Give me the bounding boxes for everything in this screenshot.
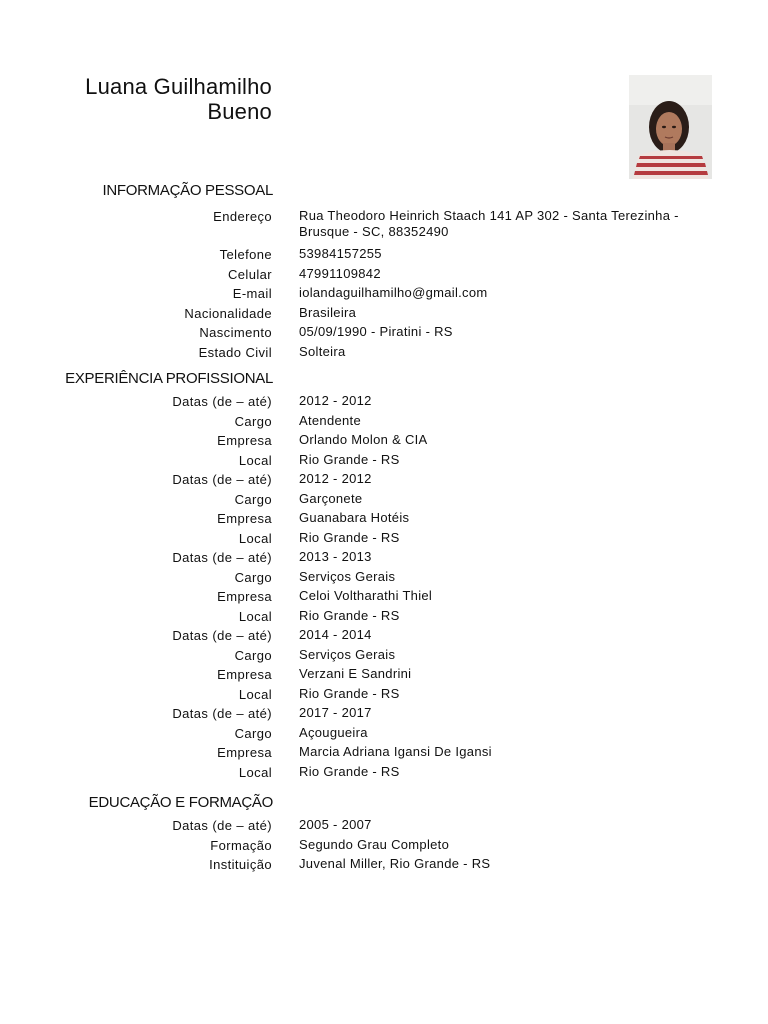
experience-label: Cargo [234,569,272,585]
experience-label: Cargo [234,647,272,663]
experience-value: 2014 - 2014 [299,627,372,642]
experience-value: Celoi Voltharathi Thiel [299,588,433,603]
experience-row [0,569,768,589]
experience-value: Rio Grande - RS [299,451,400,467]
experience-value: Orlando Molon & CIA [299,432,428,447]
experience-row [0,666,768,686]
info-row-marital-status [0,344,768,364]
experience-value: Serviços Gerais [299,646,396,662]
education-label: Formação [210,837,272,853]
experience-value: Verzani E Sandrini [299,666,412,681]
experience-value: Atendente [299,412,361,428]
experience-label: Datas (de – até) [172,628,272,643]
info-value: 47991109842 [299,265,381,281]
experience-row [0,471,768,491]
experience-label: Datas (de – até) [172,394,272,409]
experience-list [0,393,768,783]
education-row [0,837,768,857]
experience-row [0,530,768,550]
experience-row [0,432,768,452]
experience-label: Empresa [217,511,272,526]
experience-label: Datas (de – até) [172,472,272,487]
info-label: Nascimento [199,325,272,340]
experience-value: 2013 - 2013 [299,549,372,564]
education-value: Juvenal Miller, Rio Grande - RS [299,856,491,871]
experience-row [0,686,768,706]
experience-label: Local [238,452,272,468]
education-list [0,817,768,876]
experience-label: Local [238,764,272,780]
experience-row [0,452,768,472]
education-label: Datas (de – até) [172,818,272,833]
info-row-email [0,285,768,305]
info-label: Telefone [219,247,272,262]
info-label: Estado Civil [198,344,272,360]
profile-photo [629,75,712,179]
experience-row [0,393,768,413]
experience-row [0,549,768,569]
info-row-nationality [0,305,768,325]
experience-row [0,413,768,433]
info-label: Nacionalidade [184,305,272,321]
experience-label: Local [238,686,272,702]
experience-label: Local [238,608,272,624]
experience-row [0,744,768,764]
experience-value: Garçonete [299,490,363,506]
experience-value: Rio Grande - RS [299,607,400,623]
experience-row [0,764,768,784]
experience-value: 2017 - 2017 [299,705,372,720]
info-row-phone [0,246,768,266]
experience-value: Rio Grande - RS [299,763,400,779]
experience-value: Guanabara Hotéis [299,510,410,525]
experience-row [0,725,768,745]
experience-label: Cargo [234,491,272,507]
info-row-birth [0,324,768,344]
info-value: Brasileira [299,304,357,320]
info-value: Rua Theodoro Heinrich Staach 141 AP 302 - Santa Terezinha - Brusque - SC, 88352490 [299,208,679,239]
experience-row [0,705,768,725]
info-row-mobile [0,266,768,286]
experience-label: Cargo [234,725,272,741]
experience-label: Cargo [234,413,272,429]
experience-row [0,647,768,667]
education-value: Segundo Grau Completo [299,836,450,852]
section-title-experience: EXPERIÊNCIA PROFISSIONAL [65,370,273,387]
candidate-name [60,74,272,124]
info-value: iolandaguilhamilho@gmail.com [299,285,488,300]
info-value: 05/09/1990 - Piratini - RS [299,324,453,339]
experience-label: Datas (de – até) [172,706,272,721]
experience-row [0,491,768,511]
experience-value: Serviços Gerais [299,568,396,584]
experience-value: Rio Grande - RS [299,529,400,545]
experience-value: Marcia Adriana Igansi De Igansi [299,744,492,759]
section-title-education: EDUCAÇÃO E FORMAÇÃO [88,794,273,811]
experience-label: Empresa [217,745,272,760]
experience-label: Datas (de – até) [172,550,272,565]
section-title-personal: INFORMAÇÃO PESSOAL [102,182,273,199]
experience-label: Empresa [217,667,272,682]
experience-row [0,627,768,647]
experience-label: Empresa [217,589,272,604]
experience-row [0,588,768,608]
experience-label: Local [238,530,272,546]
info-value: Solteira [299,343,346,359]
info-value: 53984157255 [299,246,382,261]
experience-value: Rio Grande - RS [299,685,400,701]
education-row [0,817,768,837]
info-label: E-mail [232,286,272,301]
experience-label: Empresa [217,433,272,448]
personal-info-list [0,208,768,363]
experience-value: Açougueira [299,724,368,740]
education-label: Instituição [209,857,272,872]
name-line-1: Luana Guilhamilho [85,74,272,99]
experience-row [0,608,768,628]
education-value: 2005 - 2007 [299,817,372,832]
experience-value: 2012 - 2012 [299,471,372,486]
info-label: Celular [228,266,272,282]
info-row-address [0,208,768,246]
experience-row [0,510,768,530]
education-row [0,856,768,876]
info-label: Endereço [213,209,272,224]
name-line-2: Bueno [207,99,272,124]
experience-value: 2012 - 2012 [299,393,372,408]
